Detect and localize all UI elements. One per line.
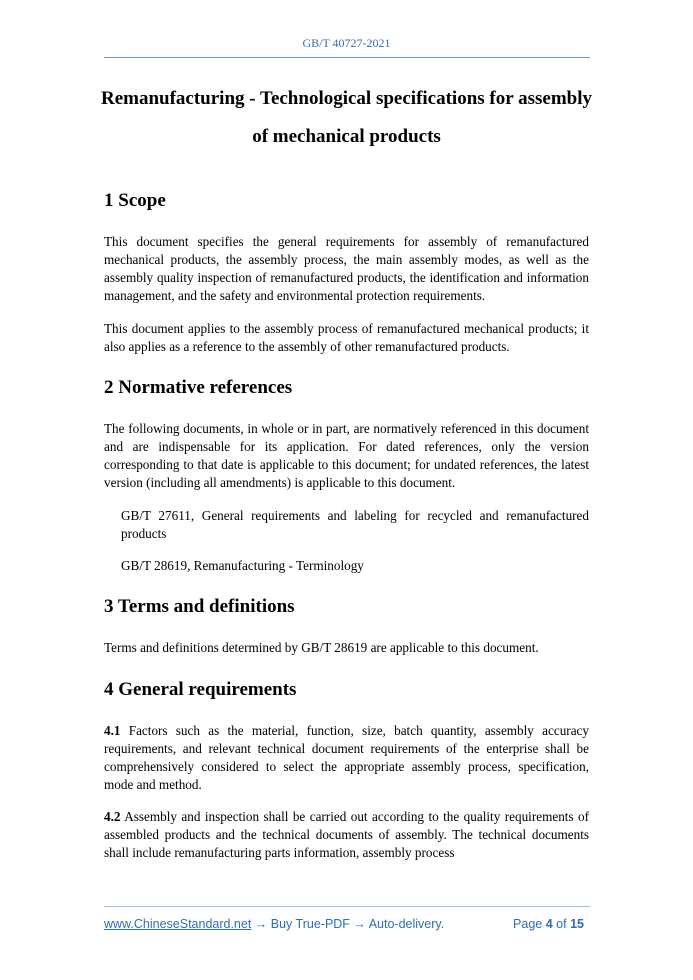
title-line-2: of mechanical products xyxy=(252,126,441,147)
clause-4-1-number: 4.1 xyxy=(104,723,121,738)
page-total: 15 xyxy=(570,917,584,931)
clause-4-2 xyxy=(104,808,589,862)
clause-4-2-text: Assembly and inspection shall be carried out according to the quality requirements of assembled products and the technical documents of assembly. The technical documents shall include remanufacturing parts information, assembly process xyxy=(104,809,589,860)
header-divider xyxy=(104,57,590,58)
terms-paragraph: Terms and definitions determined by GB/T 28619 are applicable to this document. xyxy=(104,640,539,655)
clause-4-2-number: 4.2 xyxy=(104,809,121,824)
standard-code-header: GB/T 40727-2021 xyxy=(302,36,391,50)
heading-terms-definitions: 3 Terms and definitions xyxy=(104,596,295,617)
heading-scope: 1 Scope xyxy=(104,190,166,211)
page-of: of xyxy=(556,917,567,931)
reference-gb-t-28619: GB/T 28619, Remanufacturing - Terminology xyxy=(121,558,364,573)
heading-normative-references: 2 Normative references xyxy=(104,377,293,398)
clause-4-1-text: Factors such as the material, function, size, batch quantity, assembly accuracy requirements, and relevant technical document requirements of the enterprise shall be comprehensively considered to select the appropriate assembly process, specification, mode and method. xyxy=(104,723,589,792)
scope-paragraph-2: This document applies to the assembly process of remanufactured mechanical products; it also applies as a reference to the assembly of other remanufactured products. xyxy=(104,321,589,354)
site-link[interactable]: www.ChineseStandard.net xyxy=(104,917,252,931)
scope-paragraph-1: This document specifies the general requirements for assembly of remanufactured mechanical products, the assembly process, the main assembly modes, as well as the assembly quality inspection of remanufactured products, the identification and information management, and the safety and environmental protection requirements. xyxy=(104,234,589,303)
footer-tagline: → Buy True-PDF → Auto-delivery. xyxy=(251,917,445,931)
reference-gb-t-27611: GB/T 27611, General requirements and labeling for recycled and remanufactured products xyxy=(121,508,589,541)
heading-general-requirements: 4 General requirements xyxy=(104,679,297,700)
normative-paragraph: The following documents, in whole or in part, are normatively referenced in this document and are indispensable for its application. For dated references, only the version corresponding to that date is applicable to this document; for undated references, the latest version (including all amendments) is applicable to this document. xyxy=(104,421,589,490)
page-current: 4 xyxy=(545,917,553,931)
title-line-1: Remanufacturing - Technological specifications for assembly xyxy=(100,88,592,109)
page-indicator xyxy=(513,917,584,931)
footer-divider xyxy=(104,906,590,907)
document-title xyxy=(90,80,603,156)
page-label: Page xyxy=(513,917,543,931)
page-footer xyxy=(104,917,590,931)
clause-4-1 xyxy=(104,722,589,794)
